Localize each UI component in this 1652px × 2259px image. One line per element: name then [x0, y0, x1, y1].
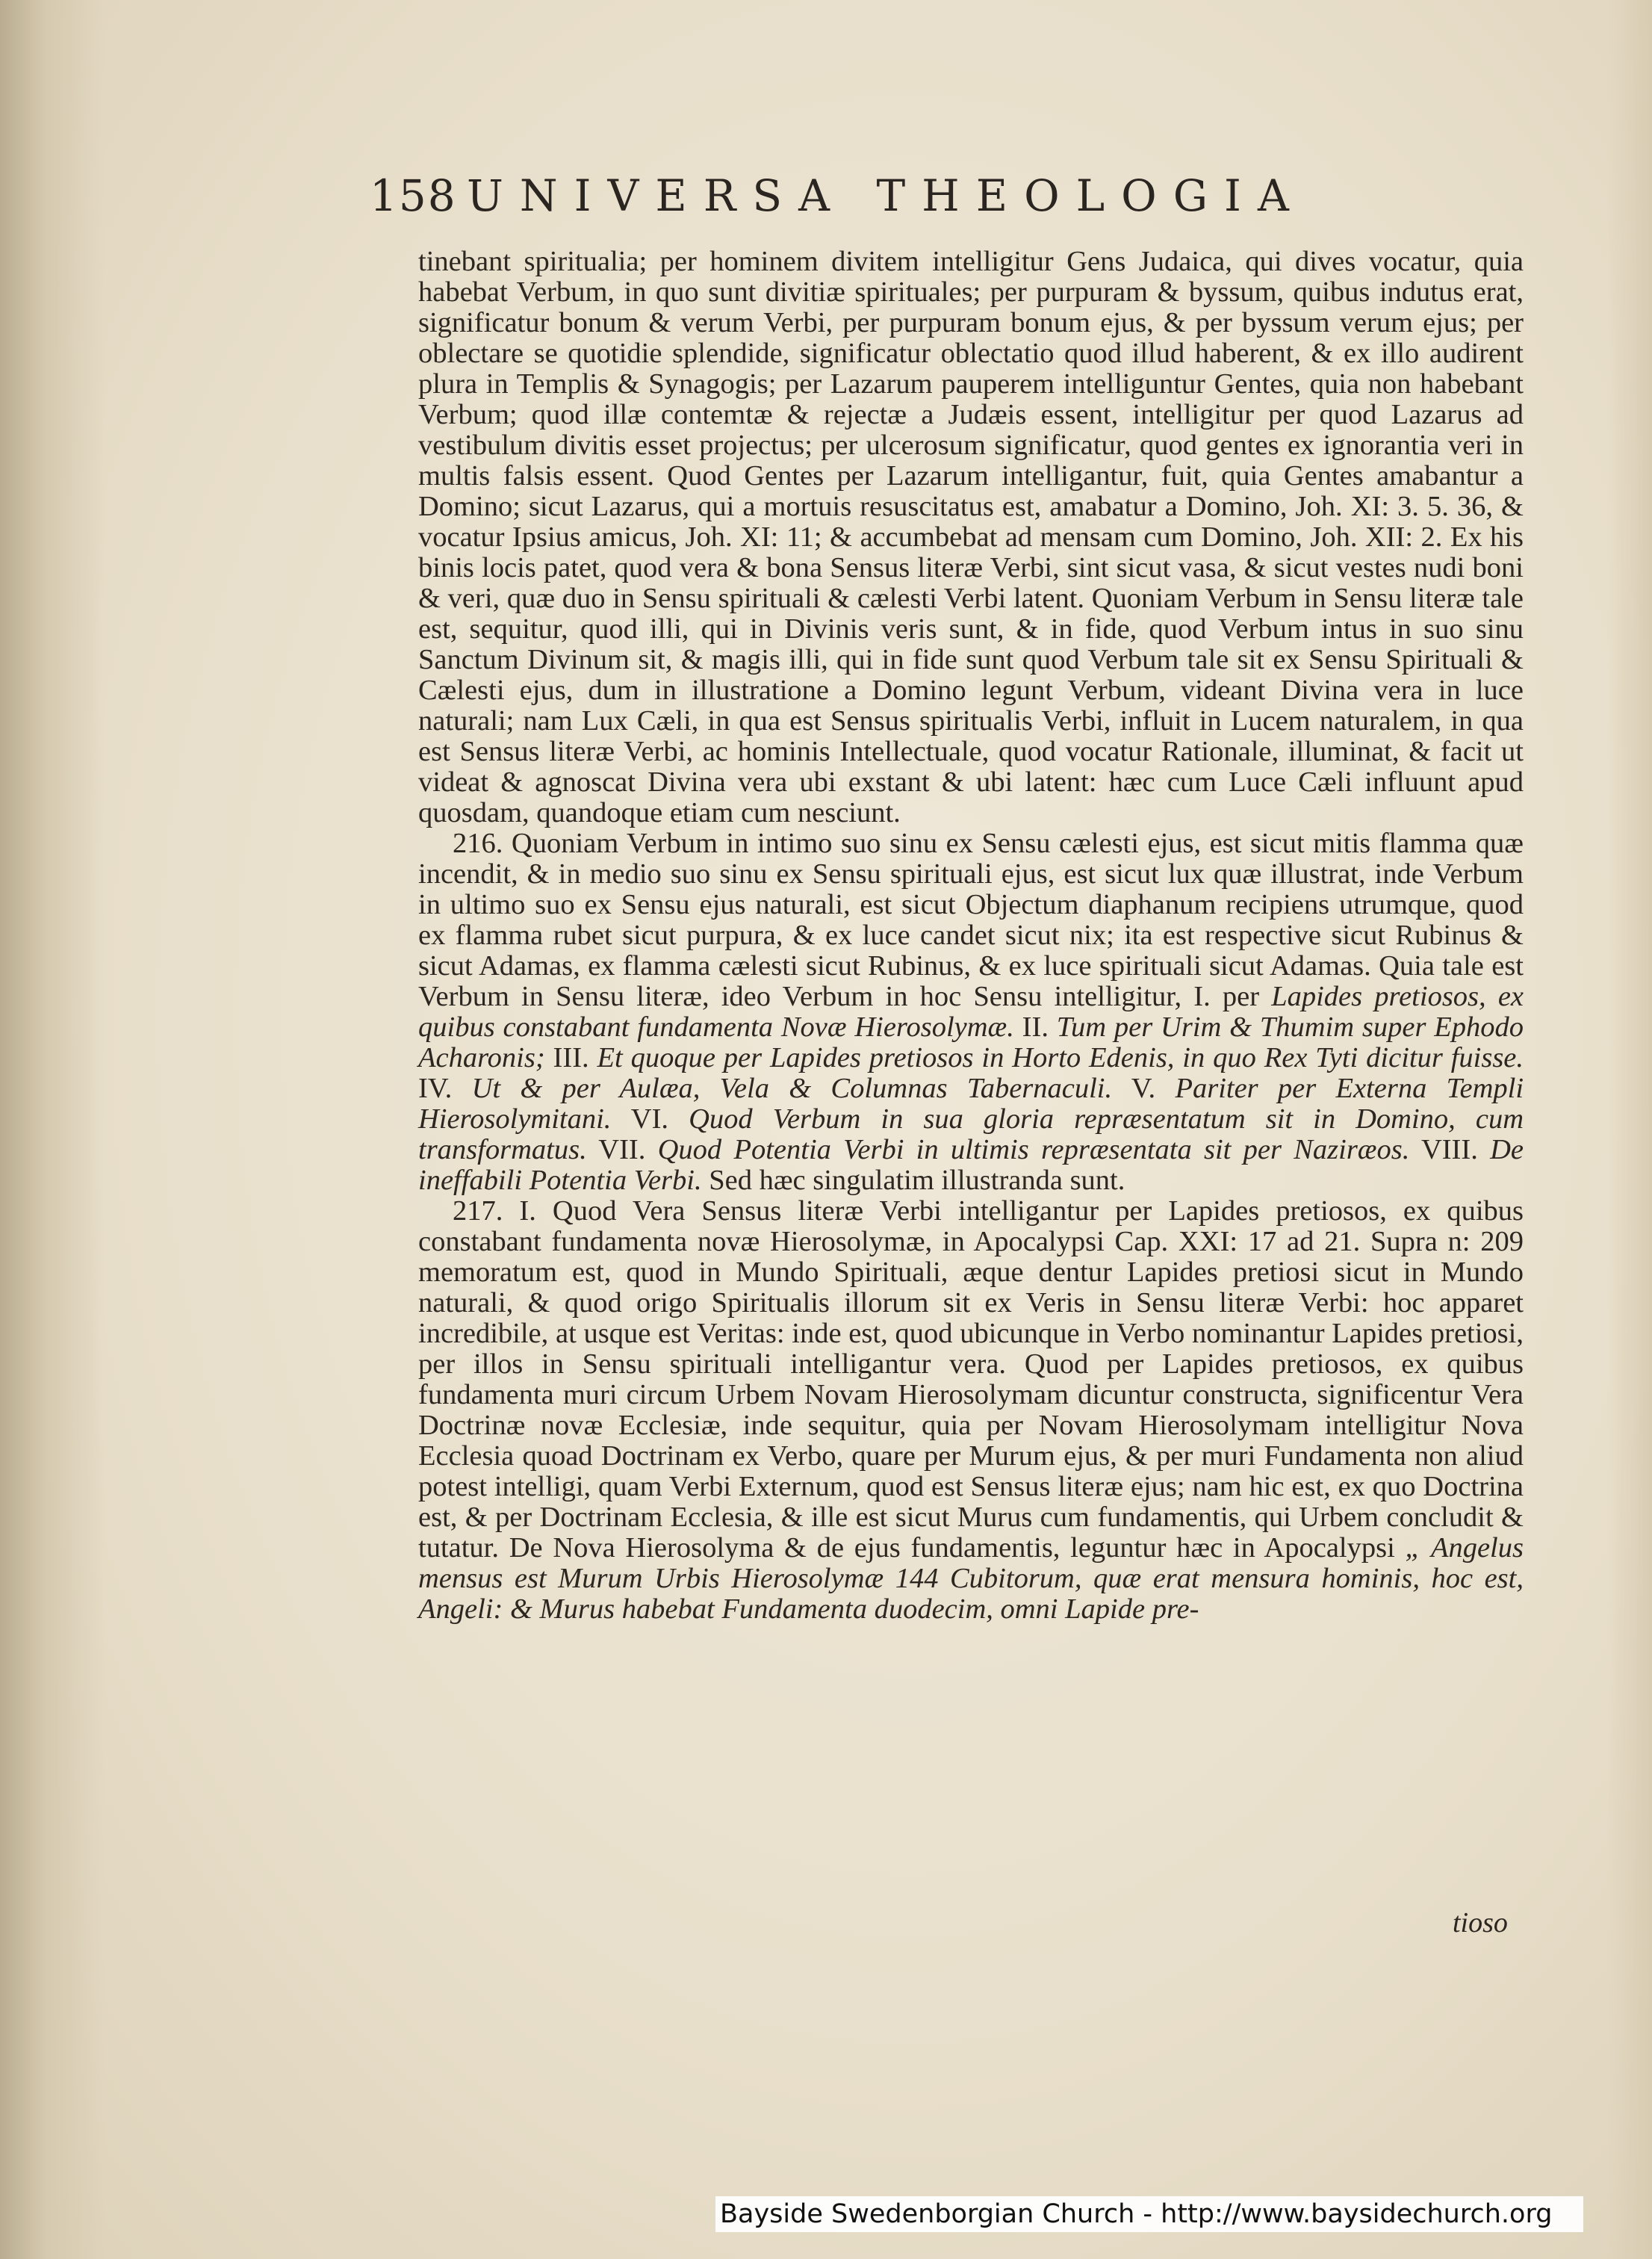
- numeral-4: IV.: [418, 1073, 453, 1104]
- numeral-5: V.: [1131, 1073, 1156, 1104]
- numeral-3: III.: [553, 1042, 589, 1073]
- numeral-7: VII.: [598, 1134, 646, 1165]
- paragraph-217: [418, 1196, 1524, 1625]
- catchword: tioso: [1453, 1907, 1508, 1939]
- page-header: [370, 170, 1415, 238]
- italic-item-1: Lapides pretiosos, ex quibus constabant fundamenta Novæ Hierosolymæ.: [418, 981, 1524, 1043]
- quotation-apocalypse: „ Angelus mensus est Murum Urbis Hierosolymæ 144 Cubitorum, quæ erat mensura hominis, hoc est, Angeli: & Murus habebat Fundamenta duodecim, omni Lapide pre-: [418, 1532, 1524, 1625]
- running-title: UNIVERSA THEOLOGIA: [467, 170, 1305, 221]
- paragraph-continued: tinebant spiritualia; per hominem divitem intelligitur Gens Judaica, qui dives vocatur, quia habebat Verbum, in quo sunt divitiæ spirituales; per purpuram & byssum, quibus indutus erat, significatur bonum & verum Verbi, per purpuram bonum ejus, & per byssum verum ejus; per oblectare se quotidie splendide, significatur oblectatio quod illud haberent, & ex illo audirent plura in Templis & Synagogis; per Lazarum pauperem intelliguntur Gentes, quia non habebant Verbum; quod illæ contemtæ & rejectæ a Judæis essent, intelligitur per quod Lazarus ad vestibulum divitis esset projectus; per ulcerosum significatur, quod gentes ex ignorantia veri in multis falsis essent. Quod Gentes per Lazarum intelligantur, fuit, quia Gentes amabantur a Domino; sicut Lazarus, qui a mortuis resuscitatus est, amabatur a Domino, Joh. XI: 3. 5. 36, & vocatur Ipsius amicus, Joh. XI: 11; & accumbebat ad mensam cum Domino, Joh. XII: 2. Ex his binis locis patet, quod vera & bona Sensus literæ Verbi, sint sicut vasa, & sicut vestes nudi boni & veri, quæ duo in Sensu spirituali & cælesti Verbi latent. Quoniam Verbum in Sensu literæ tale est, sequitur, quod illi, qui in Divinis veris sunt, & in fide, quod Verbum intus in suo sinu Sanctum Divinum sit, & magis illi, qui in fide sunt quod Verbum tale sit ex Sensu Spirituali & Cælesti ejus, dum in illustratione a Domino legunt Verbum, videant Divina vera in luce naturali; nam Lux Cæli, in qua est Sensus spiritualis Verbi, influit in Lucem naturalem, in qua est Sensus literæ Verbi, ac hominis Intellectuale, quod vocatur Rationale, illuminat, & facit ut videat & agnoscat Divina vera ubi exstant & ubi latent: hæc cum Luce Cæli influunt apud quosdam, quandoque etiam cum nesciunt.: [418, 246, 1524, 828]
- paragraph-216-end: Sed hæc singulatim illustranda sunt.: [709, 1165, 1125, 1196]
- binding-shadow: [0, 0, 105, 2259]
- paragraph-216: [418, 828, 1524, 1196]
- italic-item-8: De ineffabili Potentia Verbi.: [418, 1134, 1524, 1196]
- italic-item-2: Tum per Urim & Thumim super Ephodo Acharonis;: [418, 1011, 1524, 1073]
- italic-item-4: Ut & per Aulæa, Vela & Columnas Tabernaculi.: [471, 1073, 1113, 1104]
- numeral-2: II.: [1022, 1011, 1049, 1043]
- italic-item-7: Quod Potentia Verbi in ultimis repræsentata sit per Naziræos.: [657, 1134, 1410, 1165]
- italic-item-5: Pariter per Externa Templi Hierosolymitani.: [418, 1073, 1524, 1135]
- numeral-6: VI.: [630, 1103, 669, 1135]
- page-number: 158: [370, 170, 457, 221]
- paragraph-216-text: 216. Quoniam Verbum in intimo suo sinu ex Sensu cælesti ejus, est sicut mitis flamma quæ incendit, & in medio suo sinu ex Sensu spirituali ejus, est sicut lux quæ illustrat, inde Verbum in ultimo suo ex Sensu ejus naturali, est sicut Objectum diaphanum recipiens utrumque, quod ex flamma rubet sicut purpura, & ex luce candet sicut nix; ita est respective sicut Rubinus & sicut Adamas, ex flamma cælesti sicut Rubinus, & ex luce spirituali sicut Adamas. Quia tale est Verbum in Sensu literæ, ideo Verbum in hoc Sensu intelligitur, I. per: [418, 828, 1524, 1012]
- numeral-8: VIII.: [1420, 1134, 1478, 1165]
- page-edge: [1607, 0, 1652, 2259]
- italic-item-6: Quod Verbum in sua gloria repræsentatum sit in Domino, cum transformatus.: [418, 1103, 1524, 1165]
- source-credit: Bayside Swedenborgian Church - http://www.baysidechurch.org: [715, 2196, 1583, 2232]
- italic-item-3: Et quoque per Lapides pretiosos in Horto Edenis, in quo Rex Tyti dicitur fuisse.: [597, 1042, 1524, 1073]
- body-text: [418, 247, 1524, 1625]
- paragraph-217-text: 217. I. Quod Vera Sensus literæ Verbi intelligantur per Lapides pretiosos, ex quibus constabant fundamenta novæ Hierosolymæ, in Apocalypsi Cap. XXI: 17 ad 21. Supra n: 209 memoratum est, quod in Mundo Spirituali, æque dentur Lapides pretiosi sicut in Mundo naturali, & quod origo Spiritualis illorum sit ex Veris in Sensu literæ Verbi: hoc apparet incredibile, at usque est Veritas: inde est, quod ubicunque in Verbo nominantur Lapides pretiosi, per illos in Sensu spirituali intelligantur vera. Quod per Lapides pretiosos, ex quibus fundamenta muri circum Urbem Novam Hierosolymam dicuntur constructa, significentur Vera Doctrinæ novæ Ecclesiæ, inde sequitur, quia per Novam Hierosolymam intelligitur Nova Ecclesia quoad Doctrinam ex Verbo, quare per Murum ejus, & per muri Fundamenta non aliud potest intelligi, quam Verbi Externum, quod est Sensus literæ ejus; nam hic est, ex quo Doctrina est, & per Doctrinam Ecclesia, & ille est sicut Murus cum fundamentis, qui Urbem concludit & tutatur. De Nova Hierosolyma & de ejus fundamentis, leguntur hæc in Apocalypsi: [418, 1195, 1524, 1564]
